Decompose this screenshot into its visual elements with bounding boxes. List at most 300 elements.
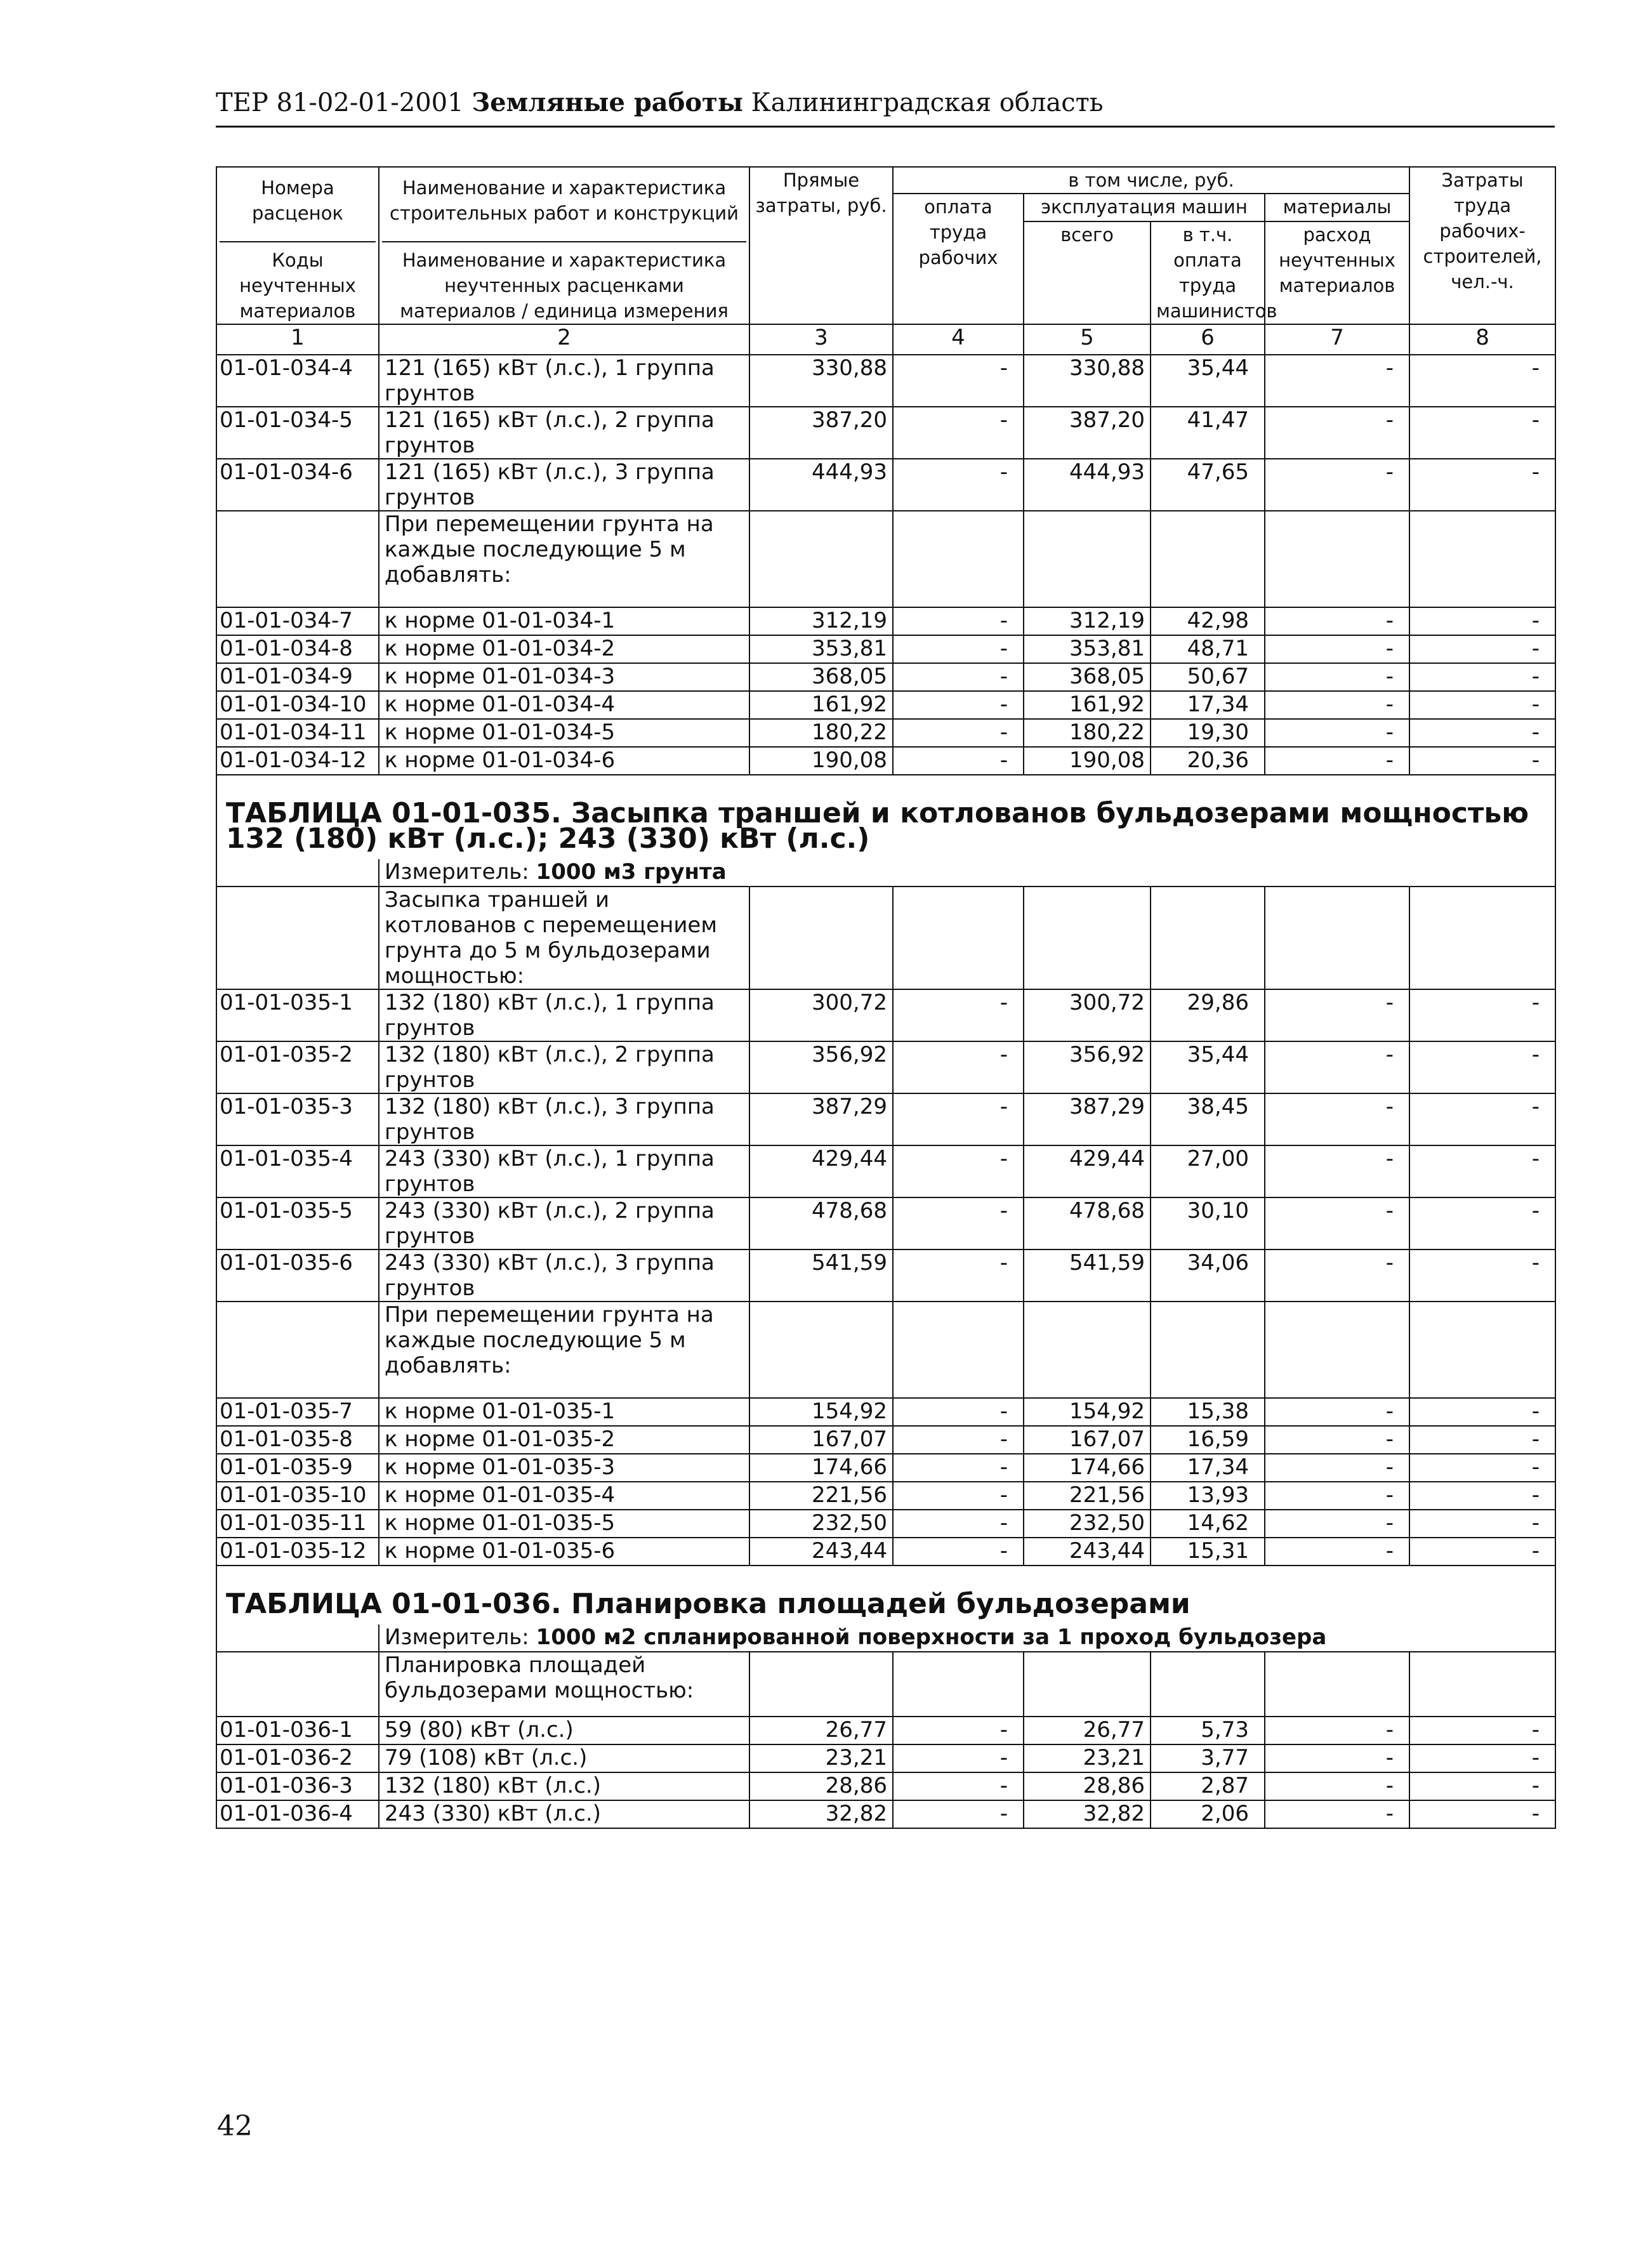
- header-unaccounted-materials: расход неучтенных материалов: [1265, 221, 1409, 324]
- operators-pay: 16,59: [1151, 1426, 1265, 1454]
- operators-pay: 30,10: [1151, 1197, 1265, 1249]
- labor-hours: -: [1409, 635, 1555, 663]
- empty-cell: [216, 1302, 379, 1398]
- work-name: 121 (165) кВт (л.с.), 2 группа грунтов: [379, 407, 749, 459]
- materials-cost: -: [1265, 1538, 1409, 1566]
- labor-hours: -: [1409, 1145, 1555, 1197]
- labor-pay: -: [893, 407, 1024, 459]
- materials-cost: -: [1265, 1426, 1409, 1454]
- operators-pay: 17,34: [1151, 1454, 1265, 1482]
- table-row: [216, 1482, 1555, 1510]
- labor-pay: -: [893, 663, 1024, 691]
- labor-pay: -: [893, 459, 1024, 511]
- rate-code: 01-01-035-7: [216, 1398, 379, 1426]
- empty-cell: [1151, 887, 1265, 989]
- materials-cost: -: [1265, 663, 1409, 691]
- rate-code: 01-01-035-5: [216, 1197, 379, 1249]
- work-name: к норме 01-01-034-1: [379, 607, 749, 635]
- operators-pay: 5,73: [1151, 1717, 1265, 1744]
- operators-pay: 2,06: [1151, 1800, 1265, 1828]
- materials-cost: -: [1265, 747, 1409, 775]
- empty-cell: [1024, 511, 1151, 607]
- work-name: к норме 01-01-034-5: [379, 719, 749, 747]
- table-row: [216, 719, 1555, 747]
- work-name: 243 (330) кВт (л.с.): [379, 1800, 749, 1828]
- direct-costs: 28,86: [749, 1772, 893, 1800]
- labor-pay: -: [893, 1800, 1024, 1828]
- labor-hours: -: [1409, 1041, 1555, 1093]
- work-name: 121 (165) кВт (л.с.), 1 группа грунтов: [379, 355, 749, 407]
- machines-total: 368,05: [1024, 663, 1151, 691]
- machines-total: 26,77: [1024, 1717, 1151, 1744]
- direct-costs: 368,05: [749, 663, 893, 691]
- labor-hours: -: [1409, 691, 1555, 719]
- labor-hours: -: [1409, 1744, 1555, 1772]
- machines-total: 387,29: [1024, 1093, 1151, 1145]
- direct-costs: 23,21: [749, 1744, 893, 1772]
- empty-cell: [893, 511, 1024, 607]
- materials-cost: -: [1265, 1041, 1409, 1093]
- labor-hours: -: [1409, 607, 1555, 635]
- table-row: [216, 1426, 1555, 1454]
- rate-code: 01-01-035-10: [216, 1482, 379, 1510]
- labor-pay: -: [893, 1145, 1024, 1197]
- header-title: Земляные работы: [472, 88, 743, 117]
- table-row: [216, 407, 1555, 459]
- labor-hours: -: [1409, 1482, 1555, 1510]
- labor-hours: -: [1409, 1800, 1555, 1828]
- machines-total: 221,56: [1024, 1482, 1151, 1510]
- machines-total: 174,66: [1024, 1454, 1151, 1482]
- direct-costs: 154,92: [749, 1398, 893, 1426]
- labor-pay: -: [893, 1717, 1024, 1744]
- table-body: [216, 355, 1555, 1828]
- column-number: 7: [1265, 324, 1409, 355]
- work-name: 59 (80) кВт (л.с.): [379, 1717, 749, 1744]
- direct-costs: 161,92: [749, 691, 893, 719]
- machines-total: 541,59: [1024, 1249, 1151, 1302]
- table-row: [216, 1093, 1555, 1145]
- rate-code: 01-01-034-9: [216, 663, 379, 691]
- materials-cost: -: [1265, 1510, 1409, 1538]
- unit-value: 1000 м3 грунта: [536, 859, 727, 885]
- materials-cost: -: [1265, 407, 1409, 459]
- machines-total: 154,92: [1024, 1398, 1151, 1426]
- header-materials: материалы: [1265, 194, 1409, 221]
- header-col1-top: Номера расценок: [220, 168, 376, 242]
- rate-code: 01-01-035-11: [216, 1510, 379, 1538]
- materials-cost: -: [1265, 635, 1409, 663]
- machines-total: 167,07: [1024, 1426, 1151, 1454]
- labor-pay: -: [893, 635, 1024, 663]
- machines-total: 356,92: [1024, 1041, 1151, 1093]
- work-name: к норме 01-01-034-4: [379, 691, 749, 719]
- header-labor-pay: оплата труда рабочих: [893, 194, 1024, 324]
- table-row: [216, 1538, 1555, 1566]
- empty-cell: [1409, 1302, 1555, 1398]
- header-code: ТЕР 81-02-01-2001: [216, 88, 464, 117]
- rate-code: 01-01-036-3: [216, 1772, 379, 1800]
- table-row: [216, 1510, 1555, 1538]
- machines-total: 330,88: [1024, 355, 1151, 407]
- direct-costs: 444,93: [749, 459, 893, 511]
- materials-cost: -: [1265, 989, 1409, 1041]
- labor-pay: -: [893, 1093, 1024, 1145]
- operators-pay: 15,38: [1151, 1398, 1265, 1426]
- materials-cost: -: [1265, 355, 1409, 407]
- machines-total: 161,92: [1024, 691, 1151, 719]
- operators-pay: 42,98: [1151, 607, 1265, 635]
- table-row: [216, 1800, 1555, 1828]
- machines-total: 232,50: [1024, 1510, 1151, 1538]
- table-035-unit: [379, 859, 1555, 887]
- operators-pay: 47,65: [1151, 459, 1265, 511]
- work-name: 132 (180) кВт (л.с.): [379, 1772, 749, 1800]
- direct-costs: 312,19: [749, 607, 893, 635]
- machines-total: 32,82: [1024, 1800, 1151, 1828]
- header-labor-costs: Затраты труда рабочих-строителей, чел.-ч.: [1409, 167, 1555, 324]
- column-numbers-row: [216, 324, 1555, 355]
- price-table: [216, 166, 1556, 1829]
- labor-hours: -: [1409, 1772, 1555, 1800]
- empty-cell: [1409, 1652, 1555, 1717]
- operators-pay: 35,44: [1151, 355, 1265, 407]
- empty-cell: [1151, 511, 1265, 607]
- labor-hours: -: [1409, 1197, 1555, 1249]
- work-name: 243 (330) кВт (л.с.), 2 группа грунтов: [379, 1197, 749, 1249]
- header-col1-bottom: Коды неучтенных материалов: [239, 249, 356, 322]
- empty-cell: [216, 1625, 379, 1652]
- header-in-that-number: в том числе, руб.: [893, 167, 1409, 194]
- operators-pay: 20,36: [1151, 747, 1265, 775]
- direct-costs: 356,92: [749, 1041, 893, 1093]
- direct-costs: 429,44: [749, 1145, 893, 1197]
- table-036-intro-row: [216, 1652, 1555, 1717]
- labor-hours: -: [1409, 459, 1555, 511]
- table-row: [216, 1398, 1555, 1426]
- materials-cost: -: [1265, 719, 1409, 747]
- labor-pay: -: [893, 1744, 1024, 1772]
- note-035-row: [216, 1302, 1555, 1398]
- unit-value: 1000 м2 спланированной поверхности за 1 проход бульдозера: [536, 1625, 1327, 1650]
- materials-cost: -: [1265, 1197, 1409, 1249]
- header-col2-top: Наименование и характеристика строительных работ и конструкций: [382, 168, 746, 242]
- operators-pay: 34,06: [1151, 1249, 1265, 1302]
- rate-code: 01-01-035-2: [216, 1041, 379, 1093]
- direct-costs: 353,81: [749, 635, 893, 663]
- empty-cell: [216, 511, 379, 607]
- empty-cell: [749, 1652, 893, 1717]
- table-row: [216, 1454, 1555, 1482]
- machines-total: 23,21: [1024, 1744, 1151, 1772]
- table-036-unit-row: [216, 1625, 1555, 1652]
- labor-pay: -: [893, 607, 1024, 635]
- materials-cost: -: [1265, 691, 1409, 719]
- work-name: к норме 01-01-035-6: [379, 1538, 749, 1566]
- rate-code: 01-01-034-5: [216, 407, 379, 459]
- operators-pay: 15,31: [1151, 1538, 1265, 1566]
- operators-pay: 2,87: [1151, 1772, 1265, 1800]
- direct-costs: 387,29: [749, 1093, 893, 1145]
- table-row: [216, 1197, 1555, 1249]
- work-name: к норме 01-01-035-2: [379, 1426, 749, 1454]
- header-col2-bottom: Наименование и характеристика неучтенных расценками материалов / единица измерения: [400, 249, 729, 322]
- table-row: [216, 1772, 1555, 1800]
- work-name: 132 (180) кВт (л.с.), 1 группа грунтов: [379, 989, 749, 1041]
- machines-total: 28,86: [1024, 1772, 1151, 1800]
- operators-pay: 3,77: [1151, 1744, 1265, 1772]
- materials-cost: -: [1265, 1093, 1409, 1145]
- labor-pay: -: [893, 1454, 1024, 1482]
- labor-pay: -: [893, 1041, 1024, 1093]
- materials-cost: -: [1265, 1772, 1409, 1800]
- labor-pay: -: [893, 747, 1024, 775]
- rate-code: 01-01-035-6: [216, 1249, 379, 1302]
- table-035-title: ТАБЛИЦА 01-01-035. Засыпка траншей и котлованов бульдозерами мощностью 132 (180) кВт (л.с.); 243 (330) кВт (л.с.): [216, 775, 1555, 859]
- machines-total: 429,44: [1024, 1145, 1151, 1197]
- rate-code: 01-01-034-8: [216, 635, 379, 663]
- work-name: 121 (165) кВт (л.с.), 3 группа грунтов: [379, 459, 749, 511]
- note-035: При перемещении грунта на каждые последующие 5 м добавлять:: [379, 1302, 749, 1398]
- rate-code: 01-01-035-4: [216, 1145, 379, 1197]
- empty-cell: [1265, 511, 1409, 607]
- direct-costs: 232,50: [749, 1510, 893, 1538]
- rate-code: 01-01-034-7: [216, 607, 379, 635]
- column-number: 3: [749, 324, 893, 355]
- note-034: При перемещении грунта на каждые последующие 5 м добавлять:: [379, 511, 749, 607]
- column-number: 1: [216, 324, 379, 355]
- table-036-intro: Планировка площадей бульдозерами мощностью:: [379, 1652, 749, 1717]
- labor-hours: -: [1409, 1454, 1555, 1482]
- work-name: к норме 01-01-035-4: [379, 1482, 749, 1510]
- work-name: 132 (180) кВт (л.с.), 2 группа грунтов: [379, 1041, 749, 1093]
- empty-cell: [216, 859, 379, 887]
- materials-cost: -: [1265, 607, 1409, 635]
- empty-cell: [1409, 511, 1555, 607]
- operators-pay: 29,86: [1151, 989, 1265, 1041]
- empty-cell: [216, 1652, 379, 1717]
- empty-cell: [1024, 887, 1151, 989]
- empty-cell: [893, 887, 1024, 989]
- labor-hours: -: [1409, 1510, 1555, 1538]
- machines-total: 190,08: [1024, 747, 1151, 775]
- table-035-intro-row: [216, 887, 1555, 989]
- materials-cost: -: [1265, 1800, 1409, 1828]
- table-row: [216, 607, 1555, 635]
- labor-hours: -: [1409, 989, 1555, 1041]
- rate-code: 01-01-034-10: [216, 691, 379, 719]
- direct-costs: 300,72: [749, 989, 893, 1041]
- labor-pay: -: [893, 989, 1024, 1041]
- labor-pay: -: [893, 1398, 1024, 1426]
- materials-cost: -: [1265, 1249, 1409, 1302]
- empty-cell: [1151, 1652, 1265, 1717]
- labor-pay: -: [893, 719, 1024, 747]
- labor-hours: -: [1409, 1717, 1555, 1744]
- page-number: 42: [217, 2110, 253, 2142]
- operators-pay: 19,30: [1151, 719, 1265, 747]
- labor-pay: -: [893, 1426, 1024, 1454]
- table-row: [216, 1041, 1555, 1093]
- unit-label: Измеритель:: [385, 1625, 529, 1650]
- direct-costs: 221,56: [749, 1482, 893, 1510]
- direct-costs: 174,66: [749, 1454, 893, 1482]
- direct-costs: 167,07: [749, 1426, 893, 1454]
- operators-pay: 48,71: [1151, 635, 1265, 663]
- labor-hours: -: [1409, 747, 1555, 775]
- labor-hours: -: [1409, 1249, 1555, 1302]
- labor-pay: -: [893, 691, 1024, 719]
- operators-pay: 13,93: [1151, 1482, 1265, 1510]
- table-035-intro: Засыпка траншей и котлованов с перемещением грунта до 5 м бульдозерами мощностью:: [379, 887, 749, 989]
- empty-cell: [216, 887, 379, 989]
- header-names: [379, 167, 749, 324]
- table-row: [216, 1249, 1555, 1302]
- table-row: [216, 1744, 1555, 1772]
- empty-cell: [1409, 887, 1555, 989]
- materials-cost: -: [1265, 1398, 1409, 1426]
- operators-pay: 41,47: [1151, 407, 1265, 459]
- operators-pay: 14,62: [1151, 1510, 1265, 1538]
- table-row: [216, 989, 1555, 1041]
- table-row: [216, 1145, 1555, 1197]
- machines-total: 444,93: [1024, 459, 1151, 511]
- table-036-title-row: [216, 1566, 1555, 1625]
- table-035-unit-row: [216, 859, 1555, 887]
- work-name: к норме 01-01-034-3: [379, 663, 749, 691]
- direct-costs: 387,20: [749, 407, 893, 459]
- operators-pay: 35,44: [1151, 1041, 1265, 1093]
- table-036-unit: [379, 1625, 1555, 1652]
- direct-costs: 180,22: [749, 719, 893, 747]
- labor-hours: -: [1409, 1093, 1555, 1145]
- materials-cost: -: [1265, 1717, 1409, 1744]
- labor-hours: -: [1409, 1398, 1555, 1426]
- rate-code: 01-01-036-1: [216, 1717, 379, 1744]
- empty-cell: [749, 887, 893, 989]
- machines-total: 387,20: [1024, 407, 1151, 459]
- document-header: [216, 88, 1555, 128]
- column-number: 6: [1151, 324, 1265, 355]
- work-name: 132 (180) кВт (л.с.), 3 группа грунтов: [379, 1093, 749, 1145]
- rate-code: 01-01-035-12: [216, 1538, 379, 1566]
- header-total: всего: [1024, 221, 1151, 324]
- table-row: [216, 1717, 1555, 1744]
- empty-cell: [749, 1302, 893, 1398]
- operators-pay: 50,67: [1151, 663, 1265, 691]
- direct-costs: 330,88: [749, 355, 893, 407]
- materials-cost: -: [1265, 1744, 1409, 1772]
- operators-pay: 38,45: [1151, 1093, 1265, 1145]
- rate-code: 01-01-035-3: [216, 1093, 379, 1145]
- rate-code: 01-01-034-4: [216, 355, 379, 407]
- empty-cell: [893, 1652, 1024, 1717]
- empty-cell: [1265, 1302, 1409, 1398]
- empty-cell: [1265, 887, 1409, 989]
- materials-cost: -: [1265, 459, 1409, 511]
- materials-cost: -: [1265, 1482, 1409, 1510]
- header-codes: [216, 167, 379, 324]
- labor-hours: -: [1409, 663, 1555, 691]
- rate-code: 01-01-035-9: [216, 1454, 379, 1482]
- labor-pay: -: [893, 1772, 1024, 1800]
- labor-pay: -: [893, 1538, 1024, 1566]
- header-direct-costs: Прямые затраты, руб.: [749, 167, 893, 324]
- work-name: 243 (330) кВт (л.с.), 1 группа грунтов: [379, 1145, 749, 1197]
- table-row: [216, 459, 1555, 511]
- column-number: 4: [893, 324, 1024, 355]
- empty-cell: [1151, 1302, 1265, 1398]
- machines-total: 478,68: [1024, 1197, 1151, 1249]
- column-number: 8: [1409, 324, 1555, 355]
- empty-cell: [749, 511, 893, 607]
- machines-total: 300,72: [1024, 989, 1151, 1041]
- note-034-row: [216, 511, 1555, 607]
- work-name: к норме 01-01-035-5: [379, 1510, 749, 1538]
- column-number: 2: [379, 324, 749, 355]
- labor-pay: -: [893, 1249, 1024, 1302]
- machines-total: 243,44: [1024, 1538, 1151, 1566]
- operators-pay: 17,34: [1151, 691, 1265, 719]
- table-row: [216, 663, 1555, 691]
- table-036-title: ТАБЛИЦА 01-01-036. Планировка площадей бульдозерами: [216, 1566, 1555, 1625]
- direct-costs: 478,68: [749, 1197, 893, 1249]
- rate-code: 01-01-036-2: [216, 1744, 379, 1772]
- header-region: Калининградская область: [751, 88, 1104, 117]
- work-name: к норме 01-01-034-6: [379, 747, 749, 775]
- labor-hours: -: [1409, 407, 1555, 459]
- direct-costs: 541,59: [749, 1249, 893, 1302]
- labor-pay: -: [893, 1197, 1024, 1249]
- empty-cell: [1024, 1652, 1151, 1717]
- table-row: [216, 747, 1555, 775]
- direct-costs: 32,82: [749, 1800, 893, 1828]
- rate-code: 01-01-034-6: [216, 459, 379, 511]
- labor-hours: -: [1409, 719, 1555, 747]
- labor-pay: -: [893, 1510, 1024, 1538]
- table-row: [216, 691, 1555, 719]
- work-name: к норме 01-01-034-2: [379, 635, 749, 663]
- work-name: к норме 01-01-035-3: [379, 1454, 749, 1482]
- labor-hours: -: [1409, 355, 1555, 407]
- empty-cell: [1265, 1652, 1409, 1717]
- rate-code: 01-01-035-1: [216, 989, 379, 1041]
- rate-code: 01-01-035-8: [216, 1426, 379, 1454]
- empty-cell: [1024, 1302, 1151, 1398]
- direct-costs: 243,44: [749, 1538, 893, 1566]
- unit-label: Измеритель:: [385, 859, 529, 885]
- empty-cell: [893, 1302, 1024, 1398]
- machines-total: 180,22: [1024, 719, 1151, 747]
- work-name: к норме 01-01-035-1: [379, 1398, 749, 1426]
- operators-pay: 27,00: [1151, 1145, 1265, 1197]
- table-row: [216, 355, 1555, 407]
- materials-cost: -: [1265, 1145, 1409, 1197]
- rate-code: 01-01-034-12: [216, 747, 379, 775]
- rate-code: 01-01-036-4: [216, 1800, 379, 1828]
- table-035-title-row: [216, 775, 1555, 859]
- work-name: 243 (330) кВт (л.с.), 3 группа грунтов: [379, 1249, 749, 1302]
- header-machine-operation: эксплуатация машин: [1024, 194, 1265, 221]
- machines-total: 353,81: [1024, 635, 1151, 663]
- direct-costs: 190,08: [749, 747, 893, 775]
- header-operators-pay: в т.ч. оплата труда машинистов: [1151, 221, 1265, 324]
- labor-pay: -: [893, 355, 1024, 407]
- materials-cost: -: [1265, 1454, 1409, 1482]
- machines-total: 312,19: [1024, 607, 1151, 635]
- work-name: 79 (108) кВт (л.с.): [379, 1744, 749, 1772]
- direct-costs: 26,77: [749, 1717, 893, 1744]
